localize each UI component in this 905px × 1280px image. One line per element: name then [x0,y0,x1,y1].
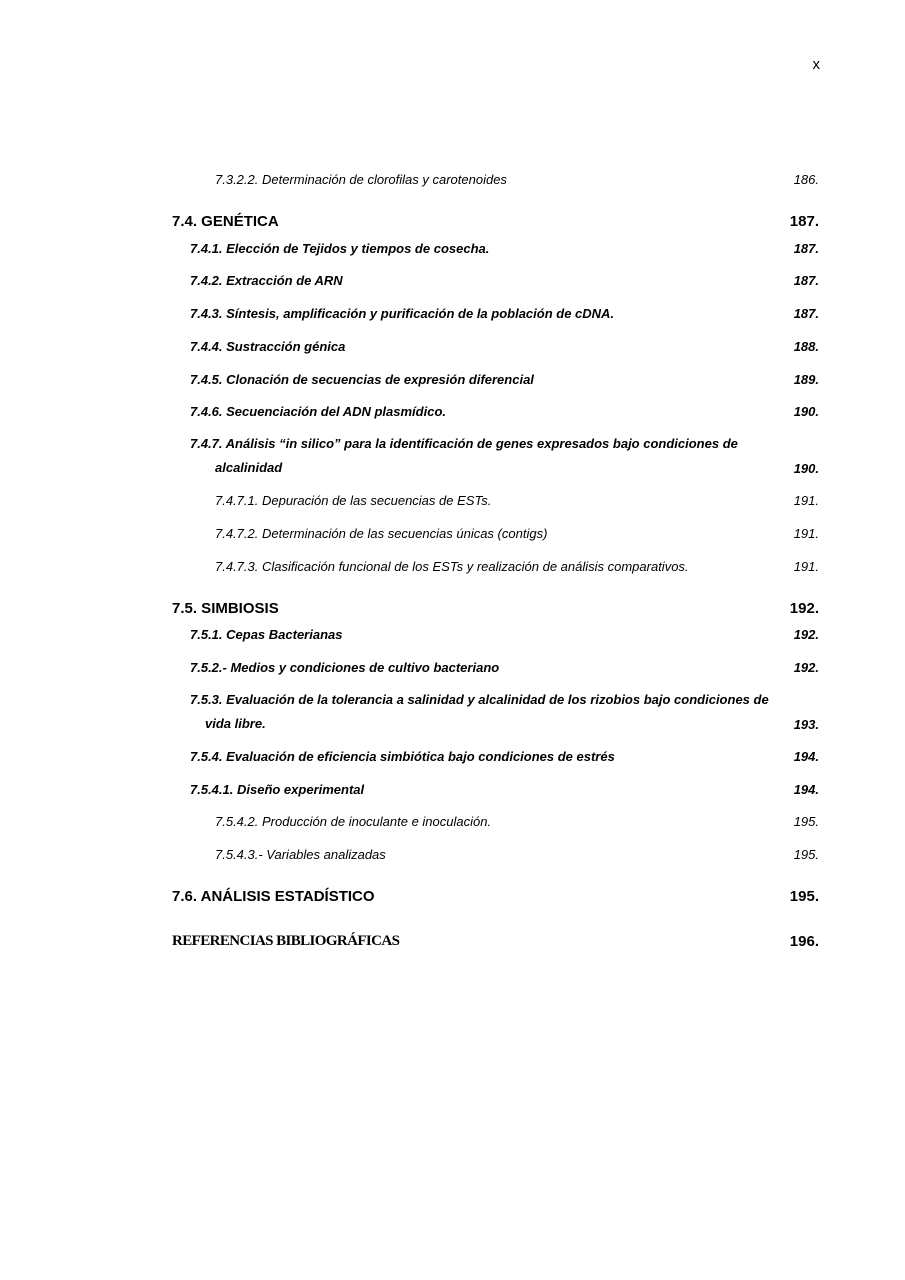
toc-entry-title: 7.4.7.3. Clasificación funcional de los ESTs y realización de análisis comparativos. [215,559,689,574]
toc-entry-page: 189. [793,372,819,387]
toc-entry-7-5-4-1[interactable] [172,782,819,797]
toc-entry-page: 195. [789,888,819,905]
toc-entry-page: 196. [789,933,819,950]
toc-entry-title: 7.4.1. Elección de Tejidos y tiempos de cosecha. [190,241,490,256]
toc-entry-title: 7.5.4.3.- Variables analizadas [215,847,386,862]
toc-entry-page: 195. [793,847,819,862]
toc-entry-7-5[interactable] [172,600,819,617]
toc-entry-title-line2: vida libre. [205,716,266,731]
toc-entry-page: 195. [793,814,819,829]
toc-entry-page: 191. [793,526,819,541]
toc-entry-title: REFERENCIAS BIBLIOGRÁFICAS [172,933,400,949]
toc-entry-page: 187. [793,306,819,321]
toc-entry-page: 187. [789,213,819,230]
toc-entry-title: 7.5.1. Cepas Bacterianas [190,627,343,642]
toc-entry-title-line1: 7.5.3. Evaluación de la tolerancia a salinidad y alcalinidad de los rizobios bajo condiciones de [190,692,769,707]
toc-entry-title: 7.4.4. Sustracción génica [190,339,346,354]
toc-entry-7-4-7[interactable] [172,432,819,480]
toc-entry-title: 7.5.4.2. Producción de inoculante e inoculación. [215,814,492,829]
toc-entry-7-4-7-3[interactable] [172,559,819,574]
toc-entry-7-5-4[interactable] [172,749,819,764]
toc-entry-7-4-4[interactable] [172,339,819,354]
toc-entry-title: 7.4.5. Clonación de secuencias de expresión diferencial [190,372,534,387]
toc-entry-7-4-5[interactable] [172,372,819,387]
toc-entry-title: 7.5.2.- Medios y condiciones de cultivo bacteriano [190,660,500,675]
toc-entry-title: 7.4. GENÉTICA [172,213,279,230]
toc-entry-7-5-4-2[interactable] [172,814,819,829]
toc-entry-page: 188. [793,339,819,354]
toc-entry-7-5-3[interactable] [172,688,819,736]
toc-entry-title: 7.4.7.1. Depuración de las secuencias de ESTs. [215,493,492,508]
toc-entry-page: 193. [793,717,819,732]
toc-entry-title [190,432,819,480]
toc-entry-7-4-6[interactable] [172,404,819,419]
toc-entry-title-line2: alcalinidad [215,460,283,475]
toc-entry-title: 7.6. ANÁLISIS ESTADÍSTICO [172,888,375,905]
toc-entry-page: 191. [793,493,819,508]
toc-entry-7-6[interactable] [172,888,819,905]
toc-entry-page: 192. [789,600,819,617]
toc-entry-title-line1: 7.4.7. Análisis “in silico” para la identificación de genes expresados bajo condiciones de [190,436,738,451]
toc-entry-title: 7.5. SIMBIOSIS [172,600,279,617]
toc-entry-page: 192. [793,660,819,675]
toc-entry-title: 7.5.4.1. Diseño experimental [190,782,365,797]
toc-entry-page: 190. [793,461,819,476]
toc-entry-page: 187. [793,241,819,256]
toc-entry-page: 194. [793,782,819,797]
toc-entry-page: 194. [793,749,819,764]
toc-entry-7-4-7-1[interactable] [172,493,819,508]
toc-entry-page: 191. [793,559,819,574]
toc-entry-page: 192. [793,627,819,642]
toc-entry-7-3-2-2[interactable] [172,172,819,187]
toc-entry-title: 7.4.6. Secuenciación del ADN plasmídico. [190,404,446,419]
toc-entry-7-4-2[interactable] [172,273,819,288]
toc-entry-title: 7.4.3. Síntesis, amplificación y purificación de la población de cDNA. [190,306,615,321]
toc-entry-7-4-3[interactable] [172,306,819,321]
toc-entry-page: 186. [793,172,819,187]
toc-entry-title: 7.4.2. Extracción de ARN [190,273,343,288]
toc-entry-title [190,688,819,736]
toc-entry-title: 7.4.7.2. Determinación de las secuencias únicas (contigs) [215,526,548,541]
toc-entry-7-4-1[interactable] [172,241,819,256]
toc-entry-7-5-4-3[interactable] [172,847,819,862]
toc-entry-title: 7.3.2.2. Determinación de clorofilas y carotenoides [215,172,507,187]
toc-entry-7-4[interactable] [172,213,819,230]
toc-entry-7-4-7-2[interactable] [172,526,819,541]
toc-entry-page: 190. [793,404,819,419]
toc-entry-7-5-1[interactable] [172,627,819,642]
page-number: x [812,56,820,73]
toc-entry-title: 7.5.4. Evaluación de eficiencia simbiótica bajo condiciones de estrés [190,749,615,764]
toc-entry-page: 187. [793,273,819,288]
toc-entry-7-5-2[interactable] [172,660,819,675]
toc-entry-references[interactable] [172,933,819,950]
